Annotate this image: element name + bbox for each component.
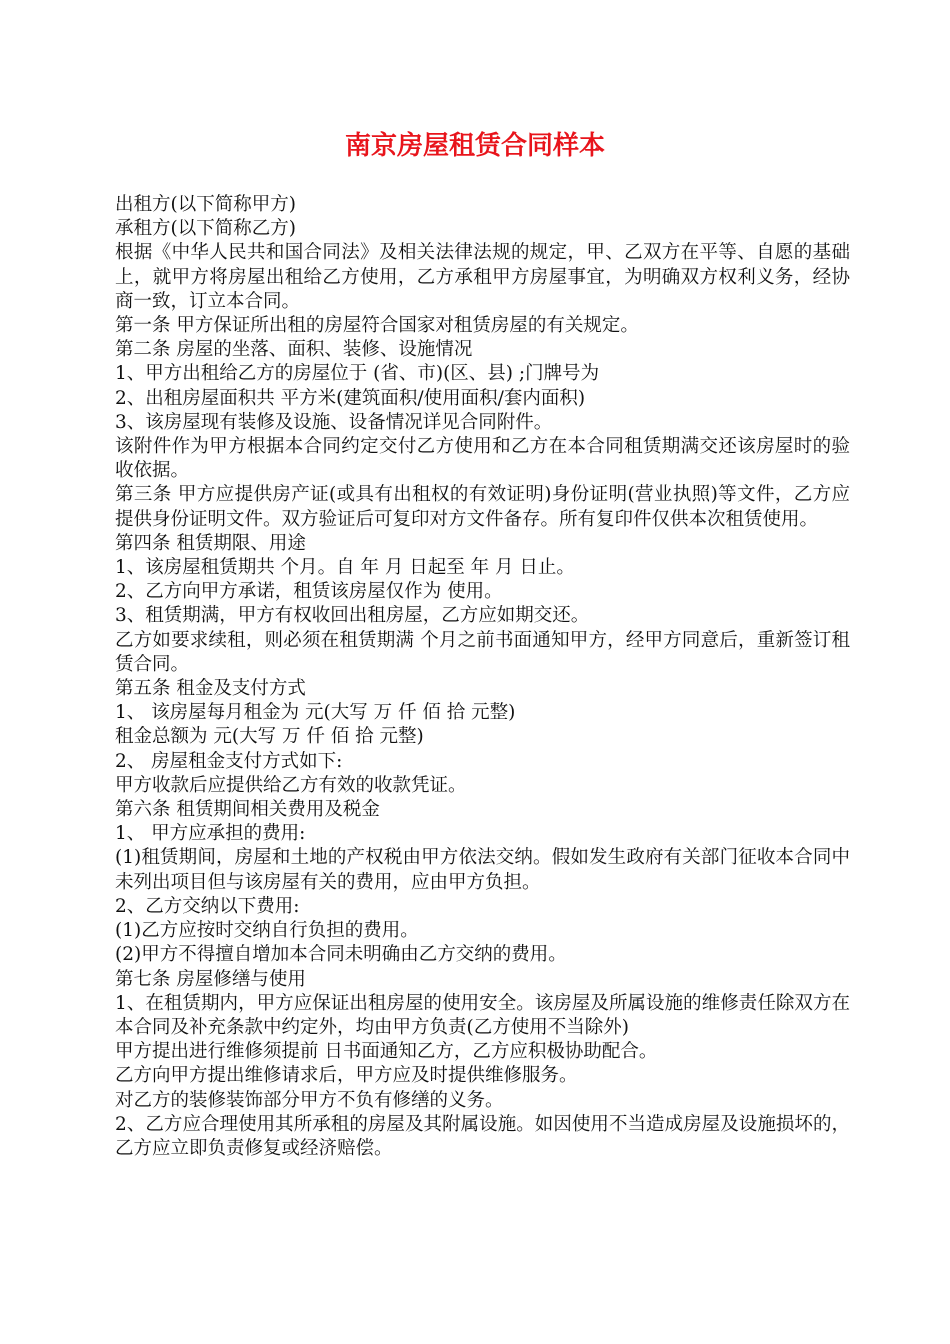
- paragraph: 第五条 租金及支付方式: [115, 678, 306, 700]
- document-title: 南京房屋租赁合同样本: [344, 131, 605, 161]
- paragraph: 2、乙方应合理使用其所承租的房屋及其附属设施。如因使用不当造成房屋及设施损坏的，乙方应立即负责修复或经济赔偿。: [115, 1113, 850, 1159]
- paragraph: 1、该房屋租赁期共 个月。自 年 月 日起至 年 月 日止。: [115, 557, 575, 579]
- paragraph: 乙方如要求续租，则必须在租赁期满 个月之前书面通知甲方，经甲方同意后，重新签订租赁合同。: [115, 629, 850, 675]
- paragraph: 第三条 甲方应提供房产证(或具有出租权的有效证明)身份证明(营业执照)等文件，乙方应提供身份证明文件。双方验证后可复印对方文件备存。所有复印件仅供本次租赁使用。: [115, 484, 850, 530]
- paragraph: 3、租赁期满，甲方有权收回出租房屋，乙方应如期交还。: [115, 605, 590, 627]
- paragraph: 3、该房屋现有装修及设施、设备情况详见合同附件。: [115, 411, 553, 433]
- paragraph: 出租方(以下简称甲方): [115, 194, 296, 215]
- paragraph: 对乙方的装修装饰部分甲方不负有修缮的义务。: [115, 1089, 504, 1111]
- paragraph: 第六条 租赁期间相关费用及税金: [115, 799, 380, 821]
- paragraph: 2、乙方向甲方承诺，租赁该房屋仅作为 使用。: [115, 581, 503, 603]
- paragraph: (2)甲方不得擅自增加本合同未明确由乙方交纳的费用。: [115, 944, 567, 966]
- paragraph: 1、在租赁期内，甲方应保证出租房屋的使用安全。该房屋及所属设施的维修责任除双方在本合同及补充条款中约定外，均由甲方负责(乙方使用不当除外): [115, 992, 850, 1038]
- paragraph: 第一条 甲方保证所出租的房屋符合国家对租赁房屋的有关规定。: [115, 315, 639, 337]
- paragraph: 第七条 房屋修缮与使用: [115, 968, 306, 990]
- paragraph: 根据《中华人民共和国合同法》及相关法律法规的规定，甲、乙双方在平等、自愿的基础上，就甲方将房屋出租给乙方使用，乙方承租甲方房屋事宜，为明确双方权利义务，经协商一致，订立本合同。: [115, 242, 850, 312]
- paragraph: 甲方提出进行维修须提前 日书面通知乙方，乙方应积极协助配合。: [115, 1041, 658, 1063]
- paragraph: 2、出租房屋面积共 平方米(建筑面积/使用面积/套内面积): [115, 387, 586, 409]
- paragraph: 2、 房屋租金支付方式如下:: [115, 750, 343, 772]
- paragraph: 甲方收款后应提供给乙方有效的收款凭证。: [115, 774, 467, 796]
- paragraph: 第二条 房屋的坐落、面积、装修、设施情况: [115, 339, 473, 361]
- paragraph: 1、甲方出租给乙方的房屋位于 (省、市)(区、县) ;门牌号为: [115, 363, 600, 385]
- document-body: [115, 193, 850, 1161]
- paragraph: (1)租赁期间，房屋和土地的产权税由甲方依法交纳。假如发生政府有关部门征收本合同中未列出项目但与该房屋有关的费用，应由甲方负担。: [115, 847, 850, 893]
- paragraph: (1)乙方应按时交纳自行负担的费用。: [115, 920, 419, 942]
- paragraph: 该附件作为甲方根据本合同约定交付乙方使用和乙方在本合同租赁期满交还该房屋时的验收依据。: [115, 436, 850, 482]
- paragraph: 乙方向甲方提出维修请求后，甲方应及时提供维修服务。: [115, 1065, 578, 1087]
- paragraph: 1、 该房屋每月租金为 元(大写 万 仟 佰 拾 元整): [115, 702, 516, 724]
- paragraph: 承租方(以下简称乙方): [115, 218, 296, 240]
- paragraph: 租金总额为 元(大写 万 仟 佰 拾 元整): [115, 726, 424, 748]
- paragraph: 1、 甲方应承担的费用:: [115, 823, 306, 845]
- paragraph: 2、乙方交纳以下费用:: [115, 895, 300, 917]
- paragraph: 第四条 租赁期限、用途: [115, 532, 306, 554]
